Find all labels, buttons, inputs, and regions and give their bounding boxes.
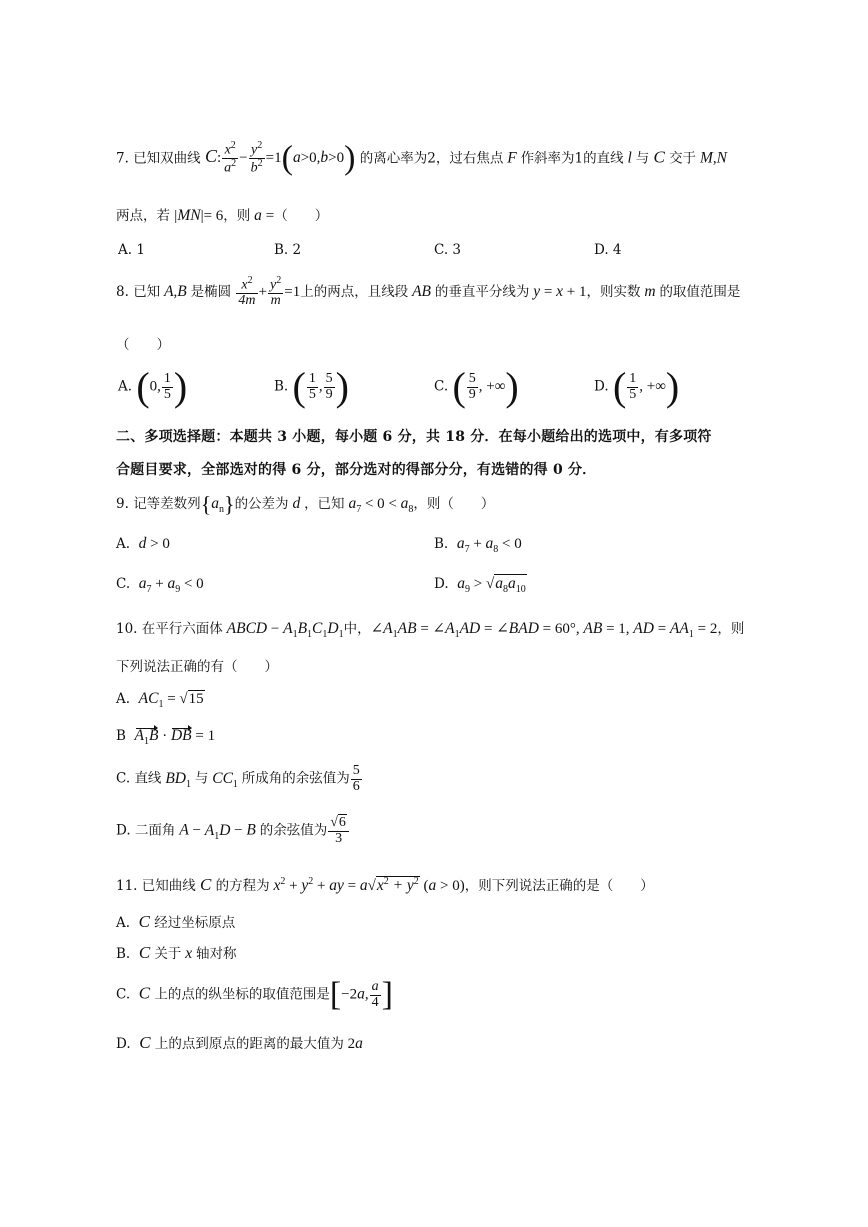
q8-option-b: B. ( $\frac{1}{5}$ , $\frac{5}{9}$ ): [274, 364, 349, 409]
q9-text-mid3: ，则（ ）: [413, 496, 495, 512]
q11-option-a: A. C 经过坐标原点: [116, 912, 236, 931]
q8-option-a: A. (0, $\frac{1}{5}$ ): [118, 364, 188, 409]
q10-text-pre: 在平行六面体: [141, 621, 223, 637]
section2-heading-line2: 合题目要求，全部选对的得 6 分，部分选对的得部分分，有选错的得 0 分．: [116, 462, 597, 478]
q9-text-mid2: ，已知: [304, 496, 345, 512]
q9-option-c: C. $a_7 + a_9 < 0$: [116, 575, 204, 596]
q7-text-mid4: 交于: [669, 150, 697, 167]
q7-option-b: B. 2: [274, 242, 302, 258]
q9-line1: 9. 记等差数列$\{a_n\}$的公差为 d ，已知 $a_7 < 0 < a_8$，则（ ）: [116, 491, 495, 517]
q7-line2-text-a: 两点，若: [116, 208, 170, 224]
q7-option-d: D. 4: [594, 242, 622, 258]
q8-line1: 8. 已知 A,B 是椭圆 $\frac{x^2}{4m}$ + $\frac{y^2}{m}$ =1上的两点，且线段 AB 的垂直平分线为 y = x + 1，则实数 m 的取值范围是: [116, 275, 741, 309]
q10-number: 10.: [116, 621, 138, 637]
q8-text-pre: 已知: [133, 284, 161, 301]
q10-line1: 10. 在平行六面体 ABCD − $A_1B_1C_1D_1$中，$\angle A_1AB$ = $\angle A_1AD$ = ∠BAD = 60°, AB = 1, AD = $AA_1 = 2$，则: [116, 620, 745, 641]
q10-option-a: A. $AC_1 = √15$: [116, 690, 204, 711]
q9-option-a: A. d > 0: [116, 535, 170, 552]
q7-option-c: C. 3: [434, 242, 462, 258]
q9-text-pre: 记等差数列: [133, 496, 201, 512]
q7-text-pre: 已知双曲线: [133, 150, 201, 167]
q11-option-c: C. C 上的点的纵坐标的取值范围是[−2a, $\frac{a}{4}$ ]: [116, 976, 393, 1013]
q8-number: 8.: [116, 284, 129, 301]
q9-text-mid: 的公差为: [234, 496, 289, 512]
q7-line2-text-c: （ ）: [274, 208, 329, 224]
q8-line2: （ ）: [116, 337, 170, 353]
q10-text-mid: 中，: [343, 621, 371, 637]
q10-line2: 下列说法正确的有（ ）: [116, 659, 278, 675]
q7-text-mid3: 与: [635, 150, 650, 167]
q11-option-d: D. C 上的点到原点的距离的最大值为 2a: [116, 1033, 363, 1052]
q7-option-a: A. 1: [118, 242, 145, 258]
q9-number: 9.: [116, 496, 129, 512]
q8-text-mid: 是椭圆: [190, 284, 232, 301]
q10-option-c: C. 直线 $BD_1$ 与 $CC_1$ 所成角的余弦值为 $\frac{5}{6}$: [116, 763, 360, 794]
q8-text-mid5: 的取值范围是: [659, 284, 741, 301]
q7-hyperbola-formula: C: $\frac{x^2}{a^2}$ − $\frac{y^2}{b^2}$ =1(a>0,b>0): [204, 139, 356, 177]
q11-text-mid2: ，则下列说法正确的是（ ）: [464, 878, 654, 894]
q7-text-mid2: 作斜率为1的直线: [520, 150, 624, 167]
section2-heading-line1: 二、多项选择题：本题共 3 小题，每小题 6 分，共 18 分．在每小题给出的选项中，有多项符: [116, 429, 712, 445]
q8-text-mid4: ，则实数: [586, 284, 641, 301]
q7-line2: 两点，若 |MN|= 6，则 a =（ ）: [116, 207, 329, 224]
q11-text-pre: 已知曲线: [141, 878, 196, 894]
q11-text-mid: 的方程为: [215, 878, 270, 894]
q8-text-mid3: 的垂直平分线为: [434, 284, 530, 301]
q9-option-b: B. $a_7 + a_8 < 0$: [434, 535, 522, 556]
q7-mn-formula: |MN|= 6: [174, 207, 224, 224]
q8-ellipse-formula: $\frac{x^2}{4m}$ + $\frac{y^2}{m}$ =1: [238, 275, 301, 309]
q11-line1: 11. 已知曲线 C 的方程为 $x^2 + y^2$ + ay = $a√x^2 + y^2$ (a > 0)，则下列说法正确的是（ ）: [116, 875, 654, 894]
q10-option-d: D. 二面角 $A - A_1D - B$ 的余弦值为 $\frac{√6}{3}$: [116, 816, 350, 846]
q7-line2-text-b: ，则: [223, 208, 251, 224]
q9-option-d: D. $a_9 > √a_8a_{10}$: [434, 575, 526, 596]
q10-text-mid2: ，则: [717, 621, 745, 637]
q11-number: 11.: [116, 878, 138, 894]
q10-option-b: B $A_1B$ · DB = 1: [116, 727, 216, 748]
q8-option-d: D. ( $\frac{1}{5}$ , +∞): [594, 364, 680, 409]
q8-option-c: C. ( $\frac{5}{9}$ , +∞): [434, 364, 519, 409]
q7-line1: 7. 已知双曲线 C: $\frac{x^2}{a^2}$ − $\frac{y^2}{b^2}$ =1(a>0,b>0) 的离心率为2，过右焦点 F 作斜率为1的直线 l 与 C 交于 M,N: [116, 139, 727, 177]
q11-option-b: B. C 关于 x 轴对称: [116, 943, 237, 962]
q7-number: 7.: [116, 150, 129, 167]
q8-text-mid2: 上的两点，且线段: [300, 284, 409, 301]
q7-text-mid: 的离心率为2，过右焦点: [359, 150, 504, 167]
